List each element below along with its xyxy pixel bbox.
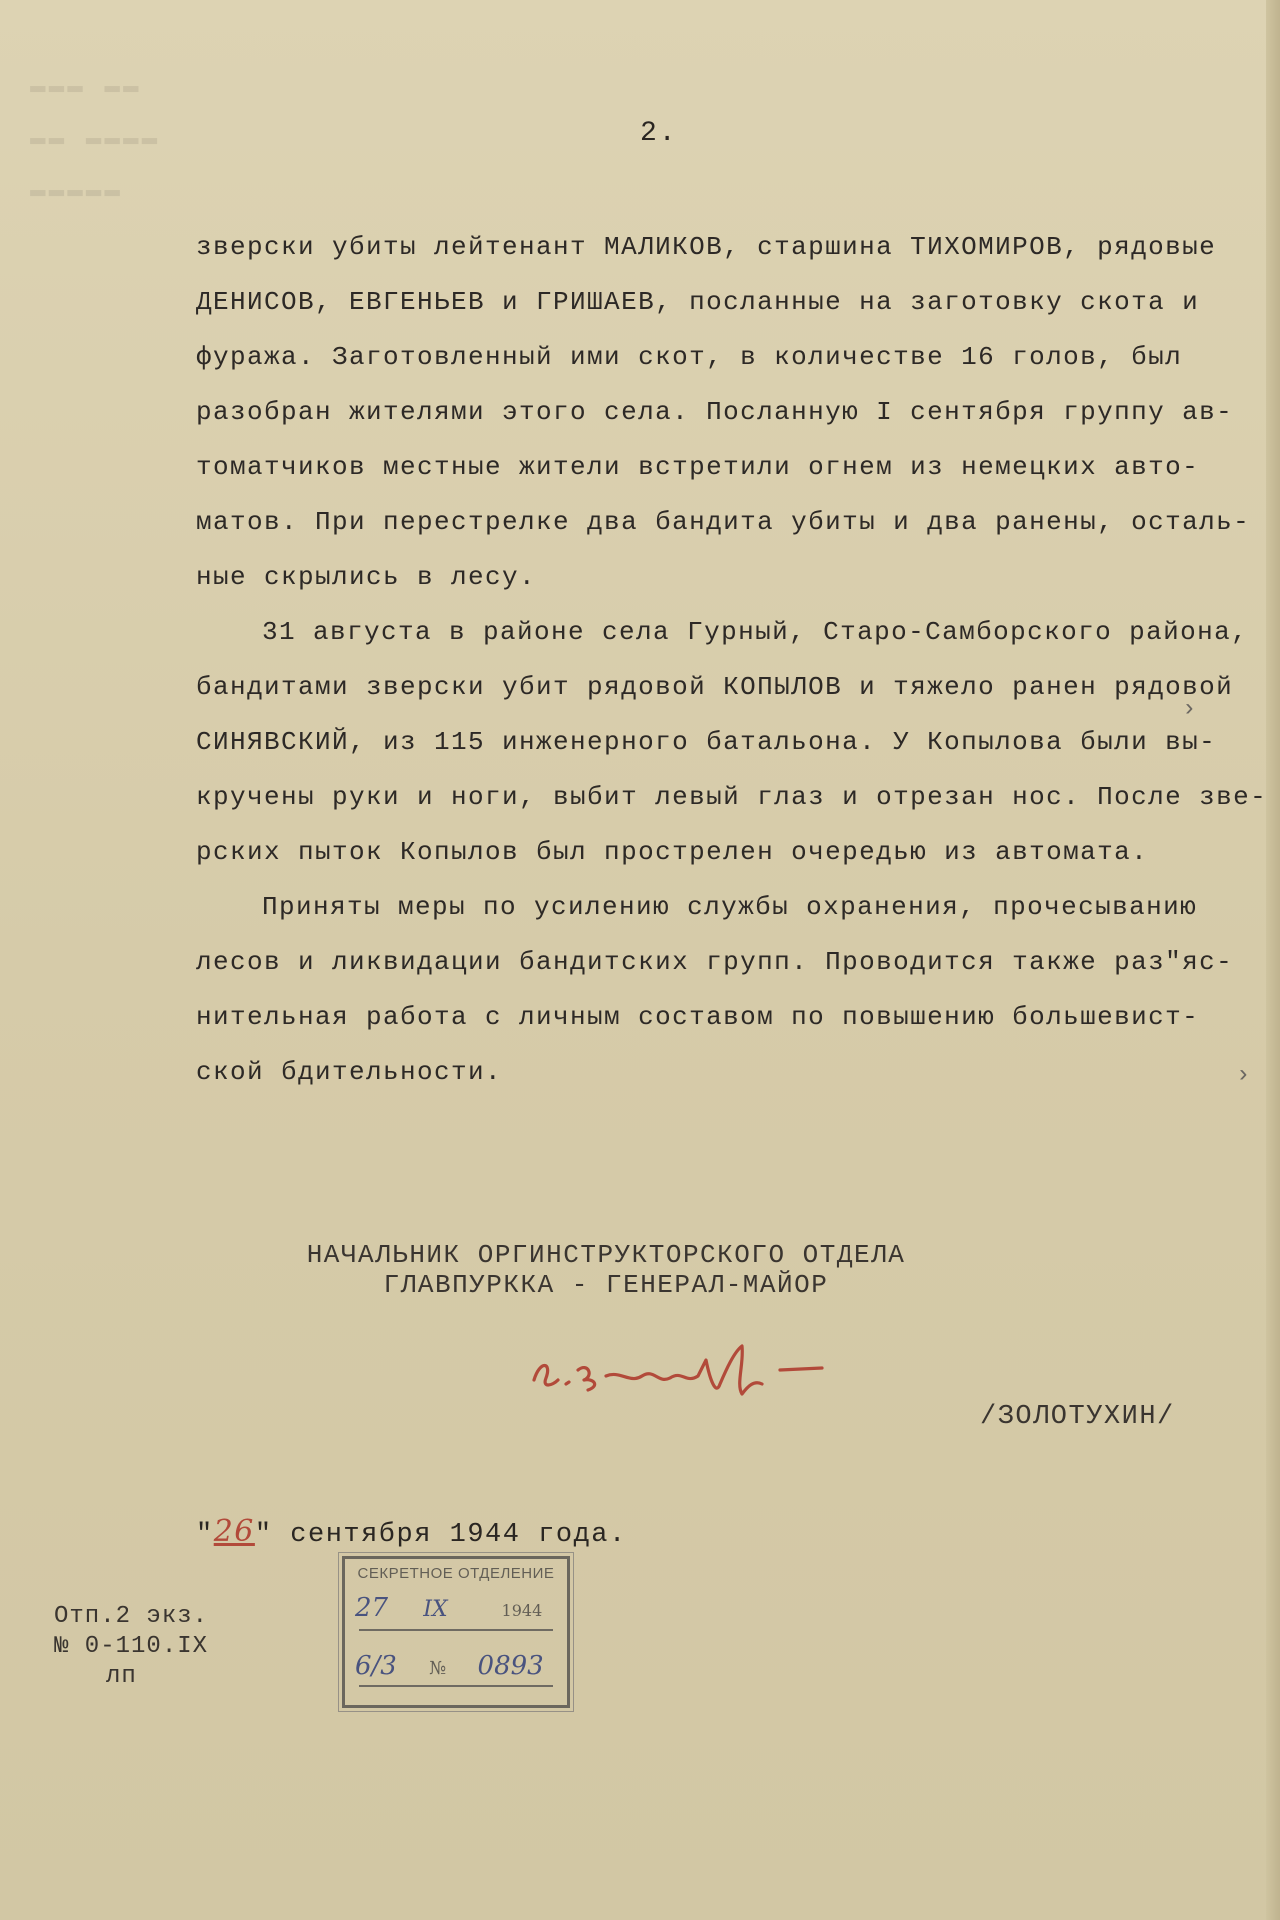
- copies-note: [54, 1602, 208, 1692]
- text-line: фуража. Заготовленный ими скот, в количестве 16 голов, был: [196, 342, 1183, 372]
- document-date: [196, 1514, 627, 1550]
- stamp-title: СЕКРЕТНОЕ ОТДЕЛЕНИЕ: [357, 1565, 555, 1582]
- stamp-date-row: [355, 1593, 557, 1623]
- margin-mark: ›: [1236, 1062, 1251, 1089]
- text-line: зверски убиты лейтенант МАЛИКОВ, старшина ТИХОМИРОВ, рядовые: [196, 232, 1217, 262]
- text-line: бандитами зверски убит рядовой КОПЫЛОВ и тяжело ранен рядовой: [196, 672, 1234, 702]
- text-line: рских пыток Копылов был прострелен очередью из автомата.: [196, 837, 1149, 867]
- text-line: лесов и ликвидации бандитских групп. Проводится также раз"яс-: [196, 947, 1234, 977]
- stamp-day: 27: [355, 1593, 389, 1623]
- signature-title: [296, 1240, 916, 1300]
- text-line: СИНЯВСКИЙ, из 115 инженерного батальона. У Копылова были вы-: [196, 727, 1217, 757]
- copies-initials: лп: [106, 1663, 137, 1690]
- signature-title-line: ГЛАВПУРККА - ГЕНЕРАЛ-МАЙОР: [383, 1270, 829, 1300]
- page-number: 2.: [640, 118, 678, 149]
- text-line: кручены руки и ноги, выбит левый глаз и отрезан нос. После зве-: [196, 782, 1268, 812]
- text-line: томатчиков местные жители встретили огнем из немецких авто-: [196, 452, 1200, 482]
- stamp-number-mark: №: [429, 1658, 447, 1679]
- date-quote: ": [196, 1520, 214, 1550]
- registration-stamp: [342, 1556, 570, 1708]
- text-line: разобран жителями этого села. Посланную I сентября группу ав-: [196, 397, 1234, 427]
- text-line: ДЕНИСОВ, ЕВГЕНЬЕВ и ГРИШАЕВ, посланные на заготовку скота и: [196, 287, 1200, 317]
- text-line: нительная работа с личным составом по повышению большевист-: [196, 1002, 1200, 1032]
- stamp-number: 0893: [477, 1651, 544, 1681]
- text-line: Приняты меры по усилению службы охранения, прочесыванию: [262, 892, 1198, 922]
- copies-line: № 0-110.IX: [54, 1633, 209, 1660]
- signature-title-line: НАЧАЛЬНИК ОРГИНСТРУКТОРСКОГО ОТДЕЛА: [306, 1240, 906, 1270]
- signatory-name: /ЗОЛОТУХИН/: [980, 1402, 1175, 1432]
- date-quote: ": [254, 1520, 273, 1550]
- text-line: 31 августа в районе села Гурный, Старо-Самборского района,: [262, 617, 1249, 647]
- text-line: ской бдительности.: [196, 1057, 503, 1087]
- copies-line: Отп.2 экз.: [54, 1603, 209, 1630]
- stamp-rule: [359, 1685, 553, 1687]
- stamp-number-row: [355, 1651, 557, 1681]
- handwritten-signature: [530, 1340, 830, 1410]
- text-line: ные скрылись в лесу.: [196, 562, 537, 592]
- date-day: 26: [213, 1514, 255, 1549]
- stamp-month: IX: [423, 1597, 448, 1622]
- stamp-year: 1944: [501, 1601, 543, 1620]
- body-text: [196, 220, 1272, 1100]
- stamp-rule: [359, 1629, 553, 1631]
- stamp-dept: 6/3: [355, 1651, 397, 1681]
- margin-mark: ›: [1182, 696, 1197, 723]
- text-line: матов. При перестрелке два бандита убиты и два ранены, осталь-: [196, 507, 1251, 537]
- bleed-through-text: ▬▬▬ ▬▬ ▬▬ ▬▬▬▬ ▬▬▬▬▬: [30, 71, 161, 205]
- date-rest: сентября 1944 года.: [272, 1520, 627, 1550]
